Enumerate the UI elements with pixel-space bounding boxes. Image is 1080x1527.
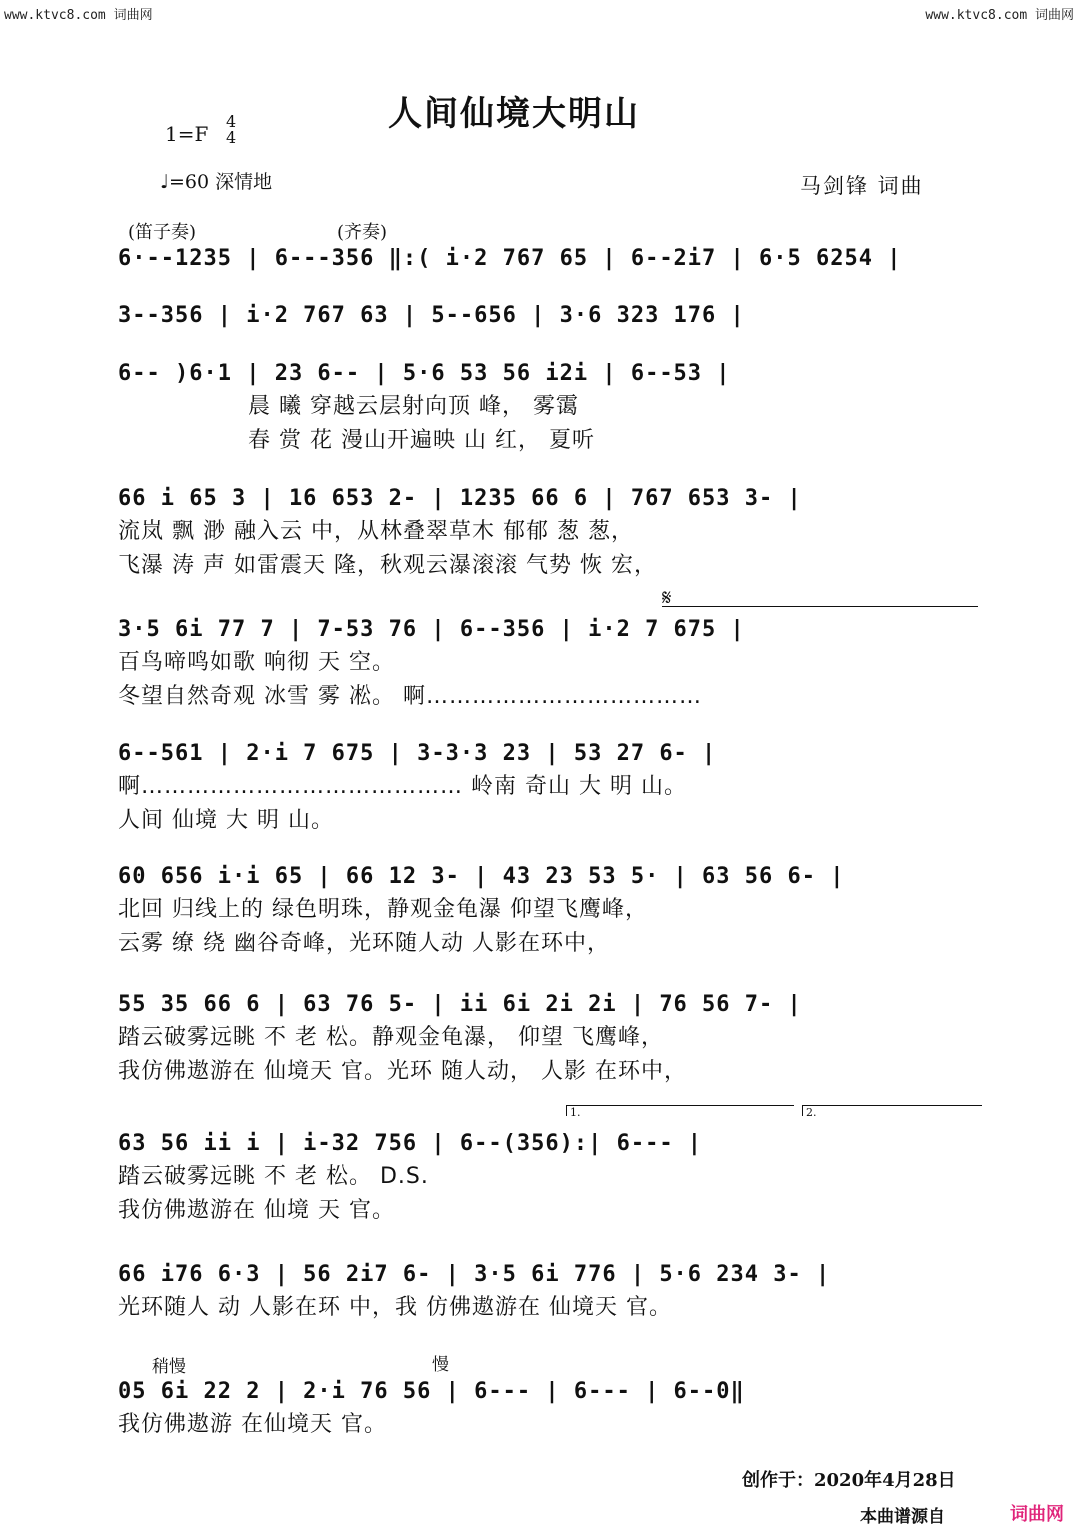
notes-line: 05 6i 22 2 | 2·i 76 56 | 6--- | 6--- | 6--0‖ [118,1379,745,1404]
system-10 [118,1259,978,1325]
segno-line [662,606,978,607]
system-11 [118,1376,978,1442]
lyric-verse-1: 啊…………………………………… 岭南 奇山 大 明 山。 [118,774,687,799]
time-signature [226,114,236,146]
notes-line: 3·5 6i 77 7 | 7-53 76 | 6--356 | i·2 7 675 | [118,617,745,642]
lyric-verse-1: 踏云破雾远眺 不 老 松。静观金龟瀑， 仰望 飞鹰峰， [118,1025,664,1050]
lyric-verse-2: 冬望自然奇观 冰雪 雾 凇。 啊……………………………… [118,684,702,709]
site-watermark-left: www.ktvc8.com 词曲网 [4,8,153,23]
time-bottom: 4 [226,128,237,147]
site-watermark-right: www.ktvc8.com 词曲网 [925,8,1074,23]
flute-instruction: (笛子奏) [128,222,197,243]
composition-date: 创作于：2020年4月28日 [742,1470,956,1491]
lyric-verse-1: 流岚 飘 渺 融入云 中，从林叠翠草木 郁郁 葱 葱， [118,519,634,544]
lyric-verse-2: 我仿佛遨游在 仙境 天 官。 [118,1198,395,1223]
system-1 [118,243,978,275]
system-3 [118,358,978,458]
notes-line: 63 56 ii i | i-32 756 | 6--(356):| 6--- | [118,1131,703,1156]
song-title: 人间仙境大明山 [388,94,640,134]
lyric-verse-1: 百鸟啼鸣如歌 响彻 天 空。 [118,650,395,675]
tempo-slower: 稍慢 [152,1357,186,1377]
lyric-verse-1: 光环随人 动 人影在环 中，我 仿佛遨游在 仙境天 官。 [118,1295,672,1320]
key-signature: 1=F [165,122,209,146]
source-label: 本曲谱源自 [860,1507,945,1527]
tempo-slow: 慢 [432,1355,449,1375]
notes-line: 55 35 66 6 | 63 76 5- | ii 6i 2i 2i | 76 56 7- | [118,992,802,1017]
system-2 [118,300,978,332]
notes-line: 6·--1235 | 6---356 ‖:( i·2 767 65 | 6--2i7 | 6·5 6254 | [118,246,902,271]
lyric-verse-1: 我仿佛遨游 在仙境天 官。 [118,1412,387,1437]
volta-first-ending: 1. [566,1105,794,1116]
lyric-verse-2: 我仿佛遨游在 仙境天 官。光环 随人动， 人影 在环中， [118,1059,687,1084]
notes-line: 6-- )6·1 | 23 6-- | 5·6 53 56 i2i | 6--53 | [118,361,731,386]
brand-logo[interactable]: 词曲网 [1010,1504,1064,1525]
notes-line: 3--356 | i·2 767 63 | 5--656 | 3·6 323 176 | [118,303,745,328]
time-top: 4 [226,112,237,131]
lyric-verse-1: 北回 归线上的 绿色明珠，静观金龟瀑 仰望飞鹰峰， [118,897,648,922]
segno-sign: 𝄋 [662,586,672,611]
notes-line: 6--561 | 2·i 7 675 | 3-3·3 23 | 53 27 6- | [118,741,717,766]
notes-line: 66 i76 6·3 | 56 2i7 6- | 3·5 6i 776 | 5·6 234 3- | [118,1262,831,1287]
lyric-verse-2: 飞瀑 涛 声 如雷震天 隆，秋观云瀑滚滚 气势 恢 宏， [118,553,657,578]
ensemble-instruction: (齐奏) [337,222,388,243]
system-9 [118,1128,978,1228]
lyric-verse-2: 云雾 缭 绕 幽谷奇峰，光环随人动 人影在环中， [118,931,610,956]
notes-line: 66 i 65 3 | 16 653 2- | 1235 66 6 | 767 653 3- | [118,486,802,511]
tempo-marking: ♩=60 深情地 [160,171,273,193]
system-6 [118,738,978,838]
lyric-verse-2: 春 赏 花 漫山开遍映 山 红， 夏听 [248,428,595,453]
system-7 [118,861,978,961]
system-5 [118,614,978,714]
lyric-verse-1: 晨 曦 穿越云层射向顶 峰， 雾霭 [248,394,579,419]
notes-line: 60 656 i·i 65 | 66 12 3- | 43 23 53 5· | 63 56 6- | [118,864,845,889]
system-4 [118,483,978,583]
lyric-verse-2: 人间 仙境 大 明 山。 [118,808,334,833]
system-8 [118,989,978,1089]
author-credit: 马剑锋 词曲 [800,174,924,198]
lyric-verse-1: 踏云破雾远眺 不 老 松。 D.S. [118,1164,429,1189]
volta-second-ending: 2. [802,1105,982,1116]
